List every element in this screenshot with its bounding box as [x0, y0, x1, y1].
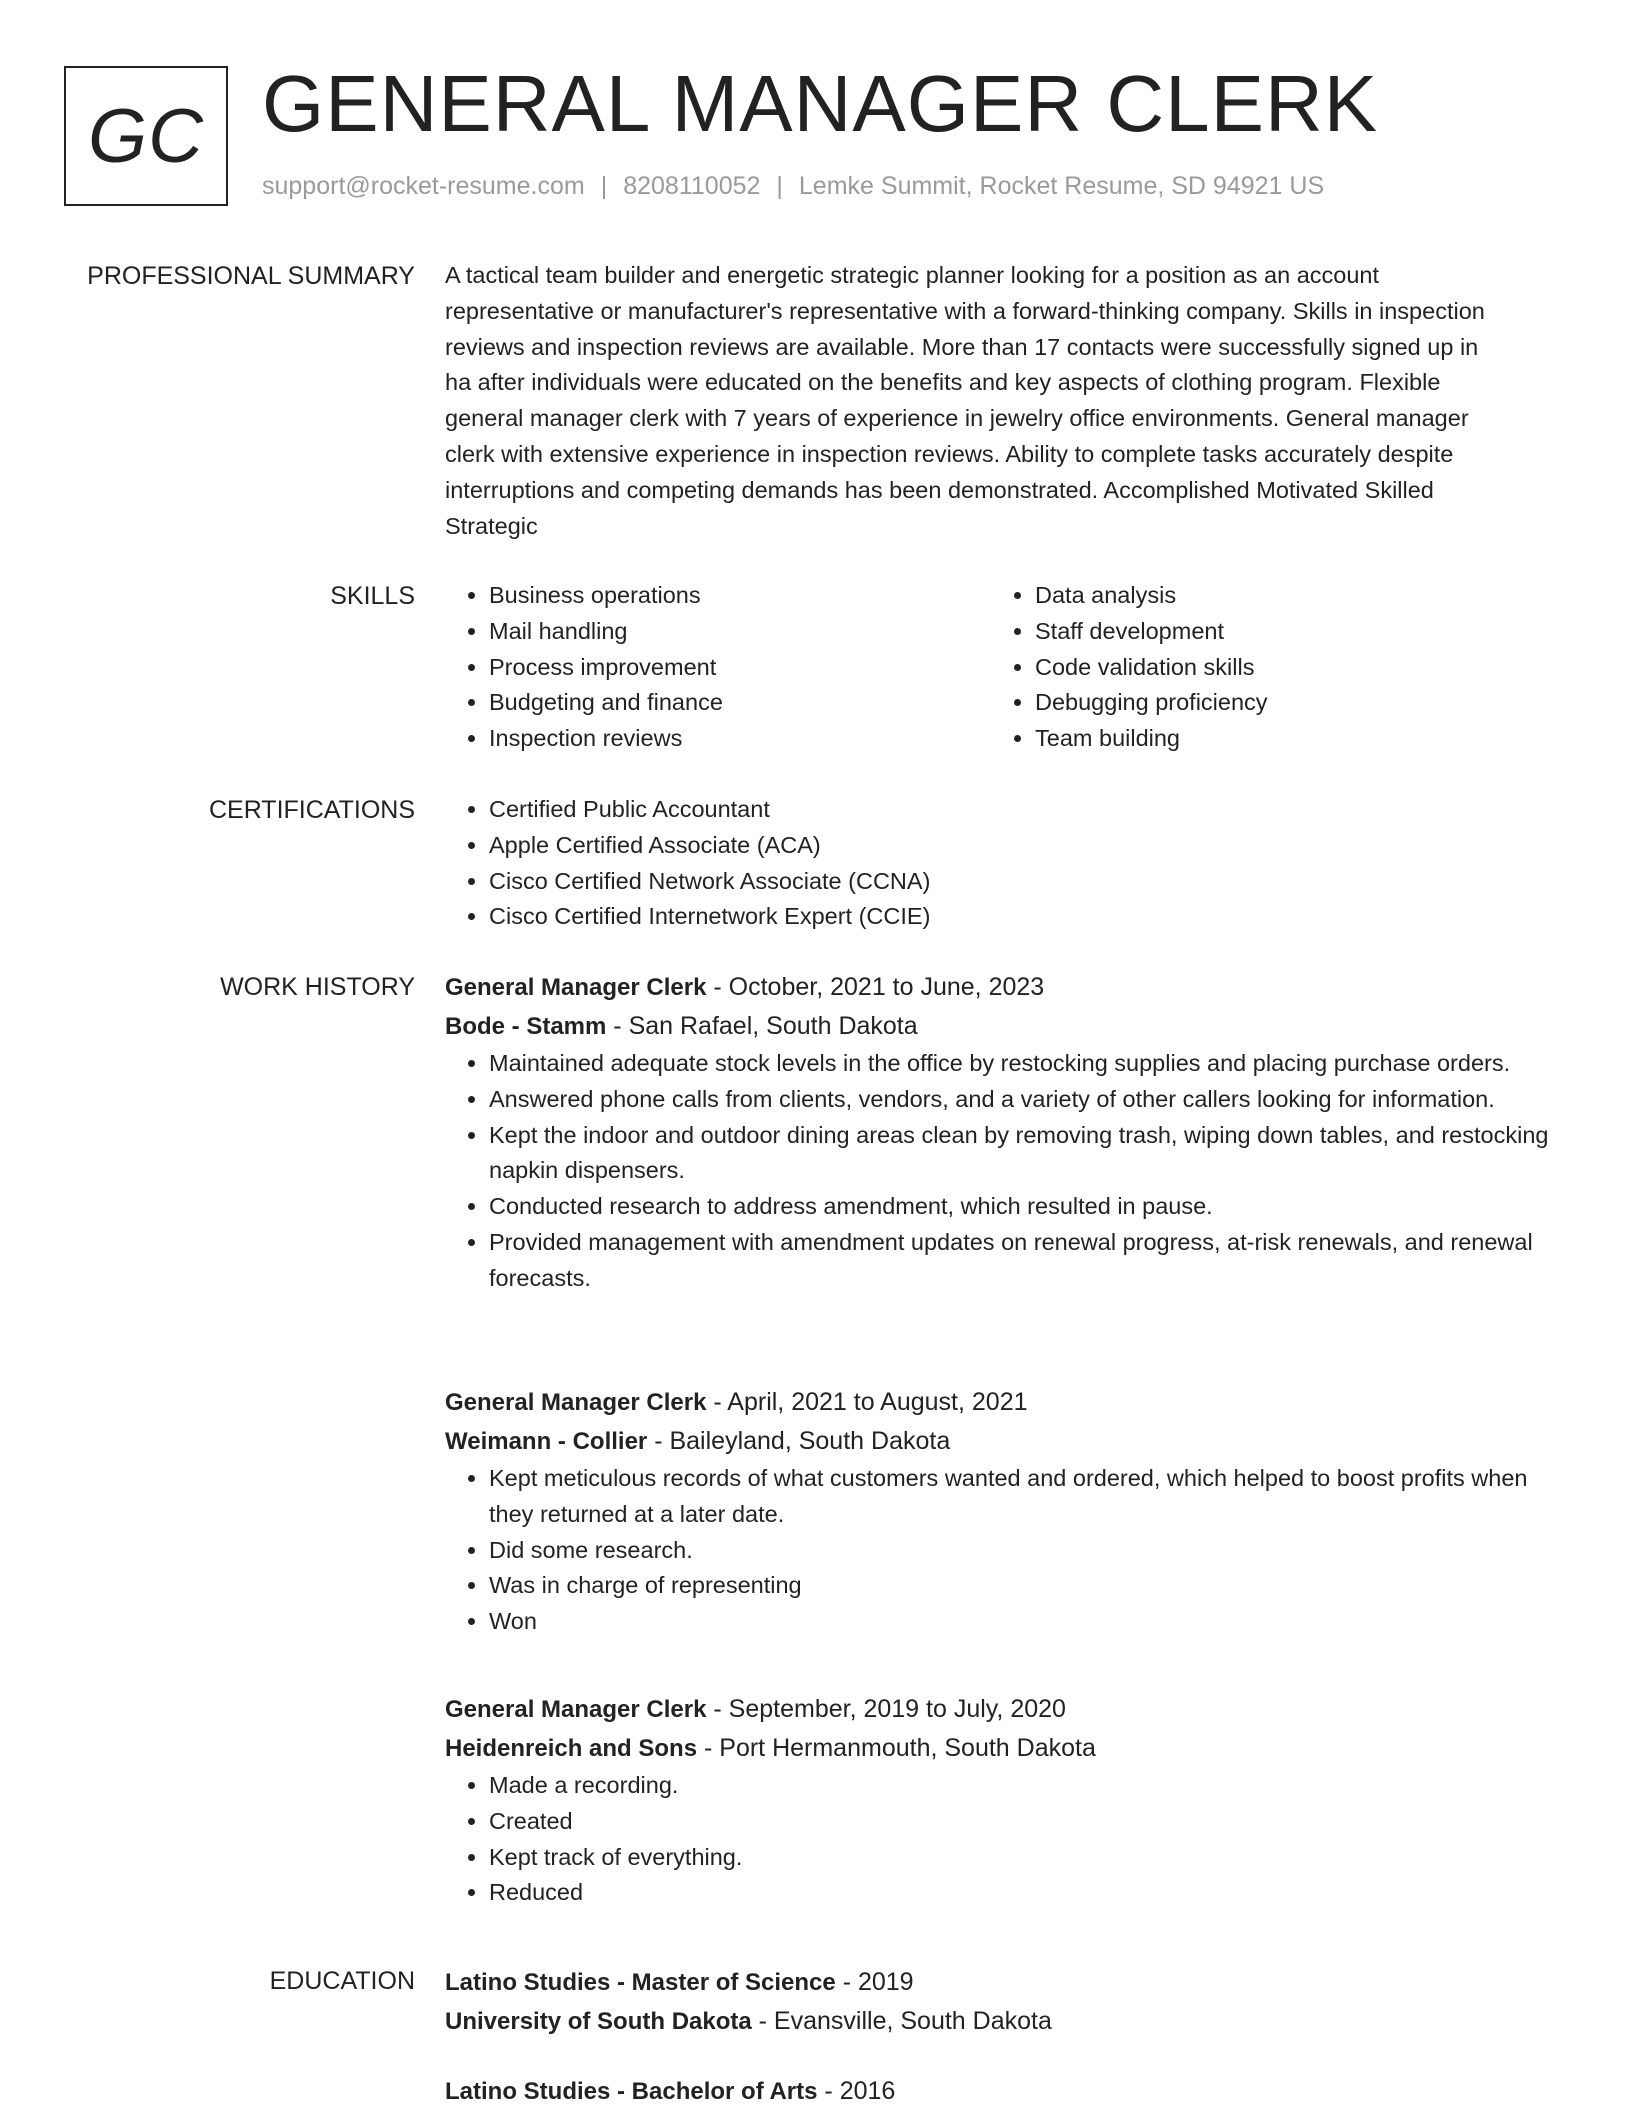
- summary-line: representative or manufacturer's representative with a forward-thinking company. Skills in inspection: [445, 297, 1485, 324]
- job-bullet: • Made a recording.: [489, 1768, 1555, 1804]
- job-location: - Port Hermanmouth, South Dakota: [697, 1734, 1096, 1762]
- education-location: - Evansville, South Dakota: [751, 2007, 1052, 2035]
- certifications-list: [445, 792, 1555, 935]
- job-bullet: • Created: [489, 1804, 1555, 1840]
- summary-line: A tactical team builder and energetic strategic planner looking for a position as an account: [445, 262, 1380, 288]
- contact-separator: |: [600, 172, 608, 200]
- education-school-line: [445, 2002, 1555, 2041]
- job-company-line: [445, 1422, 1555, 1461]
- job-company: Heidenreich and Sons: [445, 1735, 698, 1762]
- skill-item: • Inspection reviews: [489, 721, 1029, 757]
- skill-item: • Mail handling: [489, 614, 1029, 650]
- contact-email: support@rocket-resume.com: [262, 172, 585, 200]
- contact-phone: 8208110052: [623, 172, 761, 200]
- job-bullet: • Reduced: [489, 1875, 1555, 1911]
- job-title-line: [445, 1383, 1555, 1422]
- education-entry-content: [445, 2072, 1555, 2111]
- summary-text: [445, 258, 1555, 544]
- job-bullet: • Kept the indoor and outdoor dining areas clean by removing trash, wiping down tables, and restocking napkin dispensers.: [489, 1118, 1555, 1190]
- job-title-line: [445, 1690, 1555, 1729]
- skill-item: • Budgeting and finance: [489, 685, 1029, 721]
- job-dates: - April, 2021 to August, 2021: [706, 1388, 1028, 1416]
- job-title: General Manager Clerk: [445, 1389, 707, 1416]
- education-degree-line: [445, 1963, 1555, 2002]
- job-entry-content: [445, 1383, 1555, 1640]
- job-bullet: • Won: [489, 1604, 1555, 1640]
- job-bullets: [445, 1768, 1555, 1911]
- skills-list-right: [991, 578, 1575, 757]
- job-bullet: • Provided management with amendment updates on renewal progress, at-risk renewals, and renewal forecasts.: [489, 1225, 1555, 1297]
- job-title-line: [445, 968, 1555, 1007]
- job-company-line: [445, 1007, 1555, 1046]
- skill-item: • Business operations: [489, 578, 1029, 614]
- contact-line: [262, 172, 1324, 201]
- education-degree: Latino Studies - Master of Science: [445, 1969, 836, 1996]
- summary-line: reviews and inspection reviews are available. More than 17 contacts were successfully signed up in: [445, 333, 1479, 360]
- job-title: General Manager Clerk: [445, 974, 707, 1001]
- monogram-box: [64, 66, 228, 206]
- skill-item: • Process improvement: [489, 650, 1029, 686]
- job-bullets: [445, 1461, 1555, 1640]
- summary-line: ha after individuals were educated on the benefits and key aspects of clothing program. Flexible: [445, 369, 1441, 396]
- job-bullet: • Was in charge of representing: [489, 1568, 1555, 1604]
- job-entry-content: [445, 968, 1555, 1297]
- education-entry: [445, 1963, 1555, 2041]
- certification-item: • Cisco Certified Network Associate (CCNA): [489, 864, 1555, 900]
- job-company: Bode - Stamm: [445, 1013, 607, 1040]
- summary-line: Strategic: [445, 512, 538, 539]
- job-company-line: [445, 1729, 1555, 1768]
- job-bullet: • Maintained adequate stock levels in the office by restocking supplies and placing purchase orders.: [489, 1046, 1555, 1082]
- job-company: Weimann - Collier: [445, 1428, 648, 1455]
- skill-item: • Code validation skills: [1035, 650, 1575, 686]
- summary-line: general manager clerk with 7 years of experience in jewelry office environments. General manager: [445, 405, 1469, 432]
- resume-name: GENERAL MANAGER CLERK: [262, 59, 1379, 148]
- job-location: - Baileyland, South Dakota: [647, 1427, 951, 1455]
- education-degree-line: [445, 2072, 1555, 2111]
- section-label-education: EDUCATION: [269, 1967, 415, 1995]
- job-bullet: • Did some research.: [489, 1533, 1555, 1569]
- contact-address: Lemke Summit, Rocket Resume, SD 94921 US: [798, 172, 1325, 200]
- job-bullets: [445, 1046, 1555, 1297]
- skill-item: • Debugging proficiency: [1035, 685, 1575, 721]
- education-year: - 2019: [835, 1968, 914, 1996]
- job-bullet: • Kept track of everything.: [489, 1840, 1555, 1876]
- section-label-skills: SKILLS: [330, 582, 415, 610]
- job-dates: - October, 2021 to June, 2023: [706, 973, 1045, 1001]
- certification-item: • Apple Certified Associate (ACA): [489, 828, 1555, 864]
- skill-item: • Data analysis: [1035, 578, 1575, 614]
- skills-list-left: [445, 578, 1029, 757]
- section-label-work-history: WORK HISTORY: [220, 973, 415, 1001]
- job-title: General Manager Clerk: [445, 1696, 707, 1723]
- section-label-summary: PROFESSIONAL SUMMARY: [87, 262, 415, 290]
- job-bullet: • Kept meticulous records of what customers wanted and ordered, which helped to boost profits when they returned at a later date.: [489, 1461, 1555, 1533]
- education-school: University of South Dakota: [445, 2008, 752, 2035]
- certifications-content: [445, 792, 1555, 935]
- summary-line: clerk with extensive experience in inspection reviews. Ability to complete tasks accurately despite: [445, 440, 1454, 467]
- skill-item: • Team building: [1035, 721, 1575, 757]
- education-year: - 2016: [817, 2077, 896, 2105]
- education-degree: Latino Studies - Bachelor of Arts: [445, 2078, 818, 2105]
- job-location: - San Rafael, South Dakota: [606, 1012, 918, 1040]
- job-bullet: • Conducted research to address amendment, which resulted in pause.: [489, 1189, 1555, 1225]
- job-entry-content: [445, 1690, 1555, 1911]
- certification-item: • Certified Public Accountant: [489, 792, 1555, 828]
- initials: GC: [88, 93, 204, 179]
- certification-item: • Cisco Certified Internetwork Expert (CCIE): [489, 899, 1555, 935]
- summary-line: interruptions and competing demands has been demonstrated. Accomplished Motivated Skilled: [445, 476, 1434, 503]
- contact-separator: |: [776, 172, 783, 200]
- job-dates: - September, 2019 to July, 2020: [706, 1695, 1066, 1723]
- job-bullet: • Answered phone calls from clients, vendors, and a variety of other callers looking for information.: [489, 1082, 1555, 1118]
- skill-item: • Staff development: [1035, 614, 1575, 650]
- section-label-certifications: CERTIFICATIONS: [208, 796, 415, 824]
